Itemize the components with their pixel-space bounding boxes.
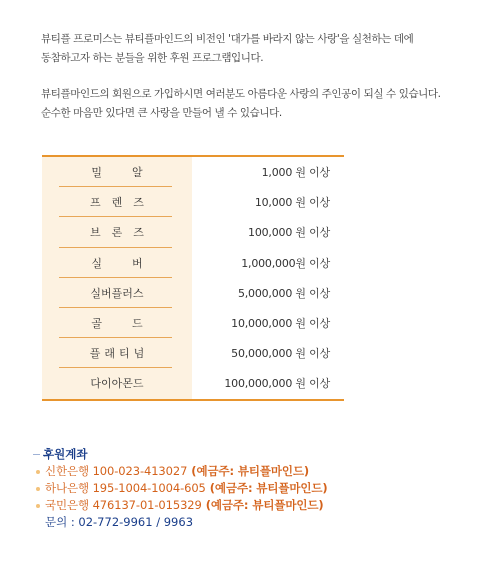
intro-p2-line2: 순수한 마음만 있다면 큰 사랑을 만들어 낼 수 있습니다. xyxy=(41,107,282,119)
level-name-cell xyxy=(42,217,192,247)
level-name: 프렌즈 xyxy=(90,196,155,210)
intro-paragraph-2 xyxy=(41,85,491,123)
bullet-icon xyxy=(36,470,40,474)
level-name: 실버 xyxy=(91,256,173,270)
level-amount: 100,000 원 이상 xyxy=(248,226,330,240)
table-row xyxy=(42,217,344,247)
level-amount: 50,000,000 원 이상 xyxy=(231,347,330,361)
level-amount: 1,000,000원 이상 xyxy=(241,256,330,270)
table-row xyxy=(42,308,344,338)
table-row xyxy=(42,187,344,217)
sponsorship-level-table xyxy=(42,155,344,401)
level-name-cell xyxy=(42,338,192,368)
level-name: 실버플러스 xyxy=(90,286,144,300)
level-amount: 100,000,000 원 이상 xyxy=(224,377,330,391)
level-name: 골드 xyxy=(91,317,173,331)
level-amount: 10,000,000 원 이상 xyxy=(231,317,330,331)
intro-p2-line1: 뷰티플마인드의 회원으로 가입하시면 여러분도 아름다운 사랑의 주인공이 되실 수 있습니다. xyxy=(41,88,441,100)
level-name: 밀알 xyxy=(91,166,173,180)
bank-title-text: 후원계좌 xyxy=(43,447,88,461)
level-name: 다이아몬드 xyxy=(90,377,144,391)
level-name-cell xyxy=(42,278,192,308)
bullet-icon xyxy=(36,487,40,491)
account-owner: (예금주: 뷰티플마인드) xyxy=(205,498,324,512)
table-row xyxy=(42,368,344,398)
table-row xyxy=(42,157,344,187)
level-name-cell xyxy=(42,187,192,217)
level-name-cell xyxy=(42,248,192,278)
account-owner: (예금주: 뷰티플마인드) xyxy=(191,464,310,478)
intro-p1-line1: 뷰티플 프로미스는 뷰티플마인드의 비전인 '대가를 바라지 않는 사랑'을 실천하는 데에 xyxy=(41,33,414,45)
intro-text xyxy=(41,30,491,140)
level-amount: 1,000 원 이상 xyxy=(261,166,330,180)
account-owner: (예금주: 뷰티플마인드) xyxy=(209,481,328,495)
level-name: 플래티넘 xyxy=(89,347,149,361)
account-number: 하나은행 195-1004-1004-605 xyxy=(45,481,206,495)
level-amount: 10,000 원 이상 xyxy=(254,196,330,210)
level-name-cell xyxy=(42,368,192,398)
account-number: 신한은행 100-023-413027 xyxy=(45,464,188,478)
bank-account-section xyxy=(33,446,493,531)
list-item xyxy=(36,497,493,514)
table-row xyxy=(42,248,344,278)
level-amount: 5,000,000 원 이상 xyxy=(237,286,330,300)
level-name-cell xyxy=(42,157,192,187)
bank-section-title xyxy=(33,446,493,463)
list-item xyxy=(36,480,493,497)
account-number: 국민은행 476137-01-015329 xyxy=(45,498,202,512)
bullet-icon xyxy=(36,504,40,508)
level-name-cell xyxy=(42,308,192,338)
table-row xyxy=(42,278,344,308)
intro-paragraph-1 xyxy=(41,30,491,68)
dash-icon xyxy=(33,454,40,455)
table-row xyxy=(42,338,344,368)
contact-phone: 문의 : 02-772-9961 / 9963 xyxy=(45,515,194,529)
list-item xyxy=(36,463,493,480)
intro-p1-line2: 동참하고자 하는 분들을 위한 후원 프로그램입니다. xyxy=(41,52,264,64)
level-name: 브론즈 xyxy=(90,226,155,240)
